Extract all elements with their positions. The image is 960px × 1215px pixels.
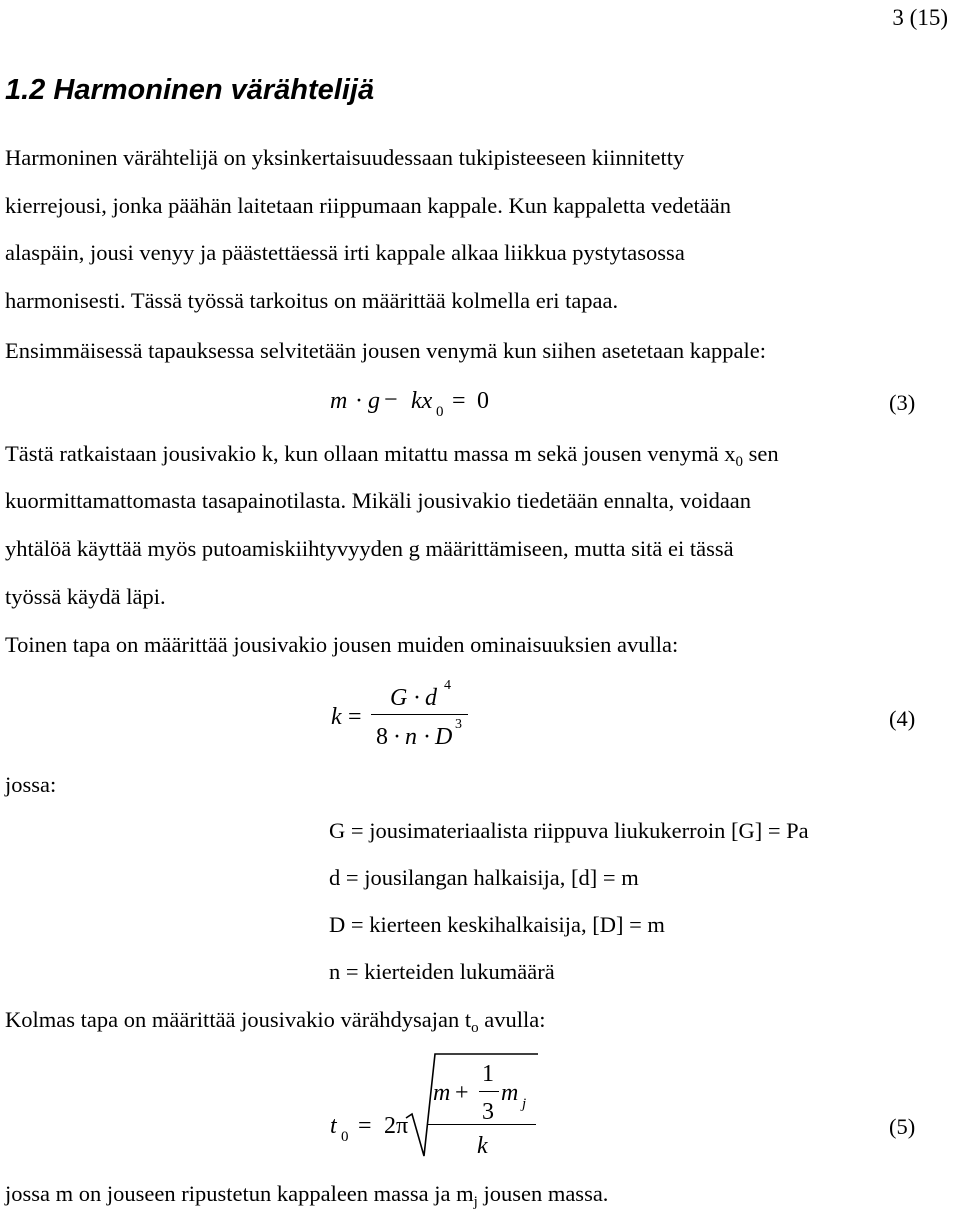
eq4-number: (4) xyxy=(889,706,916,731)
after-eq3-line-3: yhtälöä käyttää myös putoamiskiihtyvyyden g määrittämiseen, mutta sitä ei tässä xyxy=(5,536,734,561)
intro-line-5: Ensimmäisessä tapauksessa selvitetään jousen venymä kun siihen asetetaan kappale: xyxy=(5,338,767,363)
intro-line-2: kierrejousi, jonka päähän laitetaan riippumaan kappale. Kun kappaletta vedetään xyxy=(5,193,731,218)
eq3-minus: − xyxy=(384,387,398,413)
eq3-sub0: 0 xyxy=(436,404,444,420)
eq5-mj-sub: j xyxy=(522,1096,527,1112)
eq4-equals: = xyxy=(348,704,362,730)
definition-G: G = jousimateriaalista riippuva liukukerroin [G] = Pa xyxy=(329,818,809,843)
eq4-num-dot: · xyxy=(413,685,421,711)
eq4-den-D: D xyxy=(435,724,453,750)
eq5-sub0: 0 xyxy=(341,1129,349,1145)
t0-subscript: o xyxy=(471,1020,479,1036)
eq5-t: t xyxy=(330,1113,337,1139)
after-eq3-line-1-text: Tästä ratkaistaan jousivakio k, kun ollaan mitattu massa m sekä jousen venymä x xyxy=(5,441,736,466)
eq3-m: m xyxy=(330,388,348,414)
page-number: 3 (15) xyxy=(892,5,948,30)
closing-line xyxy=(5,1181,609,1210)
eq3-kx: kx xyxy=(411,388,433,414)
definition-D: D = kierteen keskihalkaisija, [D] = m xyxy=(329,912,665,937)
eq4-den-dot1: · xyxy=(393,724,401,750)
second-method-line: Toinen tapa on määrittää jousivakio jousen muiden ominaisuuksien avulla: xyxy=(5,632,679,657)
x0-subscript: 0 xyxy=(735,454,743,470)
after-eq3-line-4: työssä käydä läpi. xyxy=(5,584,166,609)
eq4-num-exp: 4 xyxy=(444,678,451,693)
intro-line-1: Harmoninen värähtelijä on yksinkertaisuudessaan tukipisteeseen kiinnitetty xyxy=(5,145,685,170)
eq5-one: 1 xyxy=(482,1061,494,1087)
eq4-den-exp: 3 xyxy=(455,717,462,732)
closing-text: jossa m on jouseen ripustetun kappaleen massa ja m xyxy=(5,1181,474,1206)
section-title: 1.2 Harmoninen värähtelijä xyxy=(5,74,375,106)
closing-end: jousen massa. xyxy=(477,1181,609,1206)
eq5-sqrt-symbol xyxy=(404,1052,540,1162)
eq5-mj: m xyxy=(501,1080,519,1106)
after-eq3-line-2: kuormittamattomasta tasapainotilasta. Mikäli jousivakio tiedetään ennalta, voidaan xyxy=(5,488,752,513)
intro-line-4: harmonisesti. Tässä työssä tarkoitus on määrittää kolmella eri tapaa. xyxy=(5,288,619,313)
after-eq3-line-1-end: sen xyxy=(742,441,779,466)
eq5-fraction-bar xyxy=(428,1124,536,1125)
eq5-three: 3 xyxy=(482,1099,494,1125)
definition-n: n = kierteiden lukumäärä xyxy=(329,959,555,984)
intro-line-3: alaspäin, jousi venyy ja päästettäessä irti kappale alkaa liikkua pystytasossa xyxy=(5,240,685,265)
third-method-end: avulla: xyxy=(478,1007,546,1032)
eq3-zero: 0 xyxy=(477,388,489,414)
eq3-g: g xyxy=(368,388,380,414)
eq5-num-m: m xyxy=(433,1080,451,1106)
eq5-inner-fraction-bar xyxy=(479,1091,499,1092)
eq4-den-n: n xyxy=(405,724,417,750)
eq5-two-pi: 2π xyxy=(384,1113,409,1139)
eq5-plus: + xyxy=(455,1080,469,1106)
eq3-number: (3) xyxy=(889,390,916,415)
eq4-num-G: G xyxy=(390,685,408,711)
eq3-equals: = xyxy=(452,388,466,414)
mj-subscript: j xyxy=(473,1194,478,1210)
where-label: jossa: xyxy=(5,772,57,797)
eq5-den-k: k xyxy=(477,1133,488,1159)
third-method-line xyxy=(5,1007,546,1036)
eq4-den-dot2: · xyxy=(423,724,431,750)
eq4-fraction-bar xyxy=(371,714,468,715)
eq5-equals: = xyxy=(358,1113,372,1139)
eq3-dot: · xyxy=(355,388,363,414)
eq4-num-d: d xyxy=(425,685,437,711)
eq4-den-8: 8 xyxy=(376,724,388,750)
definition-d: d = jousilangan halkaisija, [d] = m xyxy=(329,865,639,890)
after-eq3-line-1 xyxy=(5,441,779,470)
eq4-k: k xyxy=(331,704,342,730)
third-method-text: Kolmas tapa on määrittää jousivakio värähdysajan t xyxy=(5,1007,472,1032)
eq5-number: (5) xyxy=(889,1114,916,1139)
